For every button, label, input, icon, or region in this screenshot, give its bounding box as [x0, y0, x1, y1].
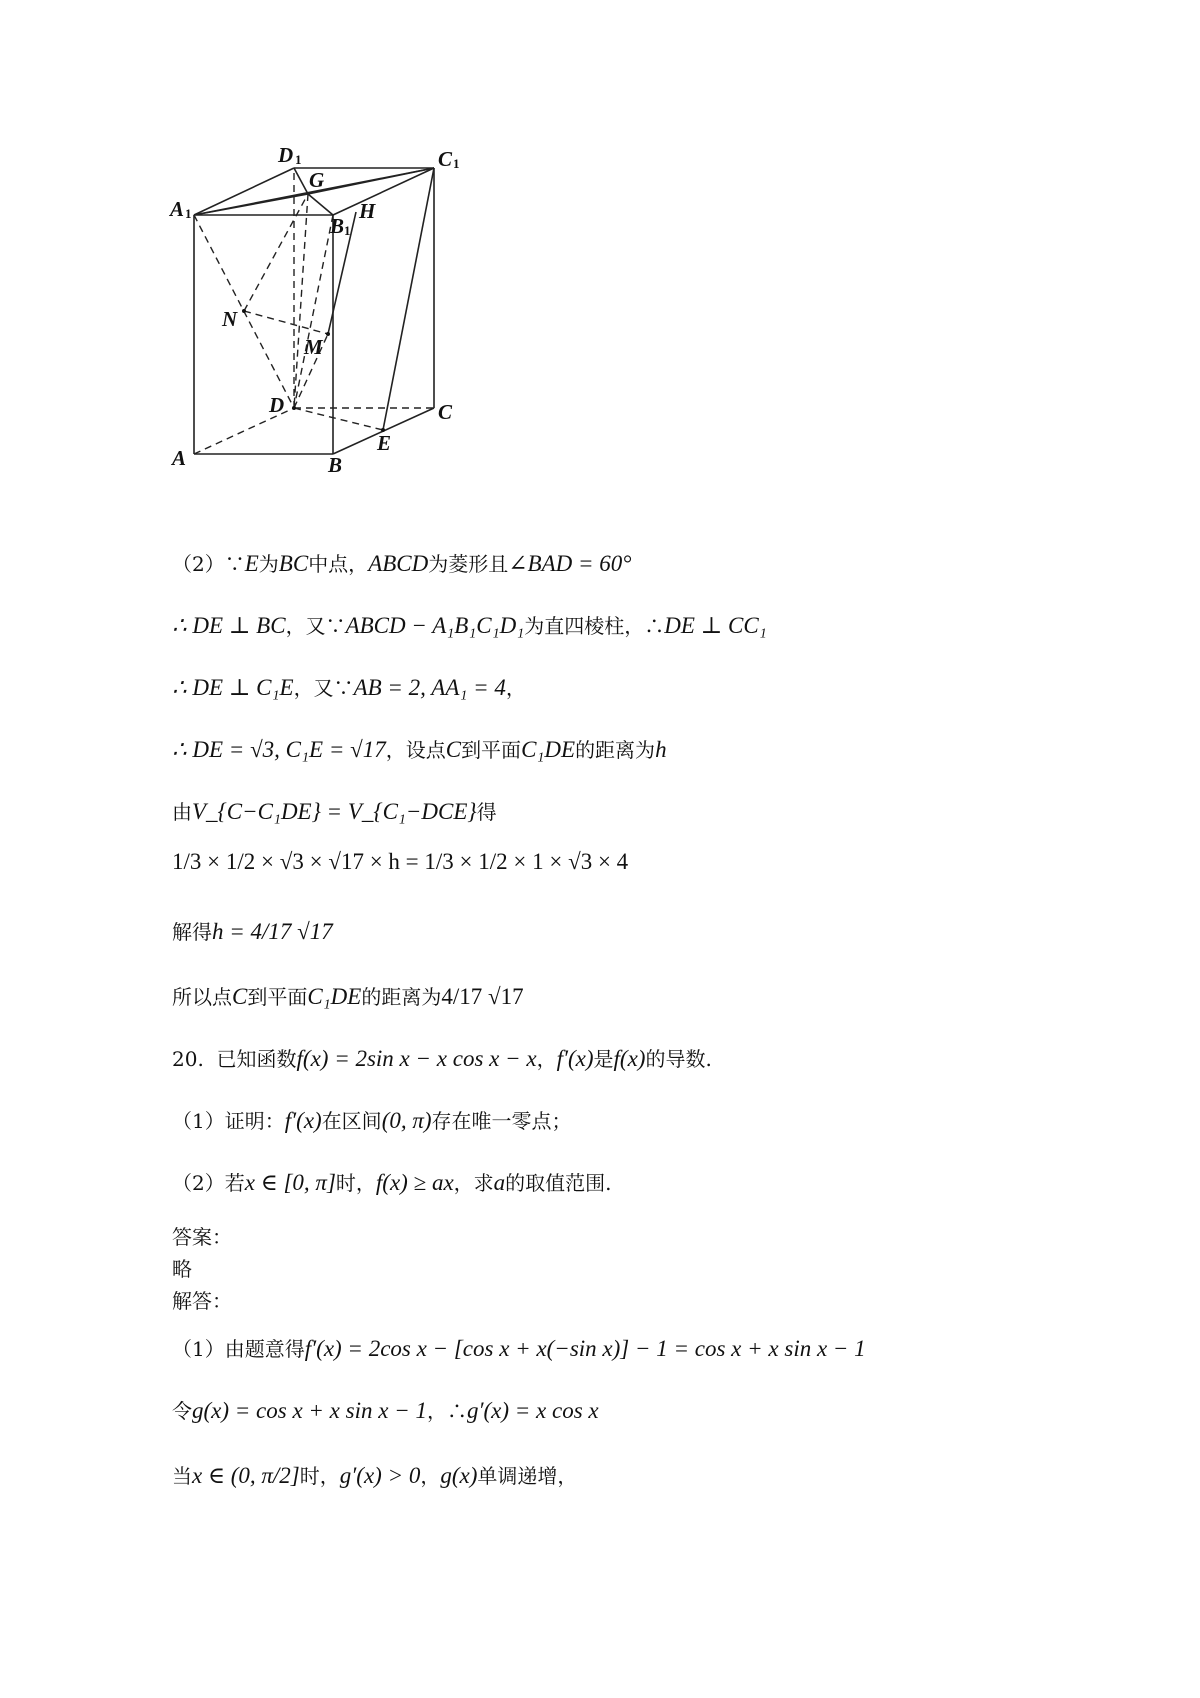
p20-text: 存在唯一零点； — [431, 1109, 572, 1133]
sol2-line1-prefix: （2）∵ — [172, 552, 245, 576]
sol2-line6 — [172, 848, 628, 876]
p20-sol-line1 — [172, 1335, 866, 1363]
p20-function: f(x) = 2sin x − x cos x − x — [296, 1046, 537, 1071]
p20-text: 已知函数 — [216, 1047, 297, 1071]
sol2-var-h: h — [655, 737, 667, 762]
label-C: C — [438, 400, 453, 424]
problem20-stem — [172, 1045, 712, 1073]
sol2-point-e: E — [244, 551, 259, 576]
p20-interval: x ∈ [0, π] — [244, 1170, 336, 1195]
sol2-text: 为 — [258, 552, 279, 576]
edge-G-C1 — [308, 168, 434, 194]
p20-text: 的导数. — [645, 1047, 712, 1071]
p20-text: ， — [536, 1047, 557, 1071]
label-B: B — [328, 453, 343, 477]
p20-var-a: a — [493, 1170, 506, 1195]
sol2-line1 — [172, 550, 631, 578]
p20-text: ， — [420, 1464, 441, 1488]
p20-text: 是 — [593, 1047, 614, 1071]
svg-text:1: 1 — [344, 223, 351, 238]
p20-interval: x ∈ (0, π/2] — [192, 1463, 300, 1488]
sol2-text: ，又∵ — [293, 676, 354, 700]
label-D1: D — [278, 143, 294, 167]
sol2-text: ，设点 — [385, 738, 446, 762]
sol2-line3 — [172, 674, 526, 702]
sol2-line2 — [172, 612, 767, 640]
edge-N-M — [244, 311, 328, 334]
p20-sol-line2 — [172, 1397, 599, 1425]
sol2-plane: C₁DE — [307, 984, 362, 1009]
p20-sol-line3 — [172, 1462, 577, 1490]
point-N-dot — [242, 309, 246, 313]
p20-text: ，∴ — [426, 1399, 467, 1423]
sol2-formula: ∴ DE = √3, C₁E = √17 — [172, 737, 386, 762]
p20-derivative: f′(x) — [284, 1108, 322, 1133]
point-M-dot — [326, 332, 330, 336]
edge-B1-C1 — [333, 168, 434, 215]
problem-number: 20. — [172, 1047, 204, 1071]
svg-text:1: 1 — [453, 156, 460, 171]
sol2-text: 中点， — [308, 552, 369, 576]
edge-A1-G — [194, 194, 308, 215]
p20-text: 时， — [335, 1171, 376, 1195]
sol2-line4 — [172, 736, 667, 764]
p20-text: 的取值范围. — [505, 1171, 612, 1195]
sol2-volume-calc: 1/3 × 1/2 × √3 × √17 × h = 1/3 × 1/2 × 1 × √3 × 4 — [172, 849, 629, 874]
sol2-abcd: ABCD — [368, 551, 429, 576]
edge-D-E — [294, 408, 383, 430]
edge-D1-G — [294, 168, 308, 194]
sol2-line7 — [172, 918, 333, 946]
sol2-text: 的距离为 — [361, 985, 442, 1009]
p20-text: （2）若 — [172, 1171, 245, 1195]
p20-text: 单调递增， — [477, 1464, 578, 1488]
sol2-formula: ABCD − A₁B₁C₁D₁ — [345, 613, 525, 638]
label-C1: C — [438, 147, 453, 171]
sol2-line8 — [172, 983, 524, 1011]
p20-text: 在区间 — [321, 1109, 382, 1133]
sol2-text: 由 — [172, 800, 192, 824]
sol2-h-value: h = 4/17 √17 — [212, 919, 333, 944]
label-D: D — [269, 393, 285, 417]
p20-text: 当 — [172, 1464, 192, 1488]
p20-interval: (0, π) — [381, 1108, 432, 1133]
p20-text: （1）证明： — [172, 1109, 285, 1133]
sol2-plane: C₁DE — [521, 737, 576, 762]
label-G: G — [309, 168, 325, 192]
sol2-angle: ∠BAD = 60° — [508, 551, 632, 576]
edge-B1-D — [294, 215, 333, 408]
sol2-text: 的距离为 — [575, 738, 656, 762]
label-A: A — [172, 446, 187, 470]
problem20-part1 — [172, 1107, 572, 1135]
sol2-text: 到平面 — [461, 738, 522, 762]
sol2-text: 为菱形且 — [428, 552, 509, 576]
sol2-formula: DE ⊥ CC₁ — [664, 613, 767, 638]
answer-label: 答案： — [172, 1225, 232, 1249]
sol2-text: 所以点 — [172, 985, 232, 1009]
label-A1: A — [170, 197, 185, 221]
explain-label: 解答： — [172, 1289, 232, 1313]
p20-text: 令 — [172, 1399, 192, 1423]
edge-C1-E — [383, 168, 434, 430]
p20-gx: g(x) — [440, 1463, 478, 1488]
p20-g-def: g(x) = cos x + x sin x − 1 — [192, 1398, 427, 1423]
label-E: E — [377, 431, 392, 455]
label-B1: B — [330, 214, 345, 238]
sol2-point-c: C — [445, 737, 462, 762]
prism-figure — [168, 140, 508, 510]
edge-A1-D1 — [194, 168, 294, 215]
edge-G-B1 — [308, 194, 333, 215]
sol2-volume-eq: V_{C−C₁DE} = V_{C₁−DCE} — [192, 799, 477, 824]
sol2-distance-value: 4/17 √17 — [441, 984, 524, 1009]
problem20-part2 — [172, 1169, 612, 1197]
edge-G-D — [294, 194, 308, 408]
sol2-text: ，又∵ — [285, 614, 346, 638]
p20-text: ，求 — [453, 1171, 494, 1195]
sol2-formula: ∴ DE ⊥ BC — [172, 613, 286, 638]
label-N: N — [222, 307, 238, 331]
p20-g-derivative-sign: g′(x) > 0 — [339, 1463, 421, 1488]
sol2-seg-bc: BC — [278, 551, 309, 576]
sol2-point-c: C — [232, 984, 248, 1009]
label-M: M — [304, 335, 323, 359]
p20-inequality: f(x) ≥ ax — [375, 1170, 454, 1195]
sol2-text: 解得 — [172, 920, 212, 944]
sol2-text: 到平面 — [247, 985, 308, 1009]
edge-N-G — [244, 194, 308, 311]
sol2-text: 为直四棱柱，∴ — [524, 614, 665, 638]
p20-derivative-expr: f′(x) = 2cos x − [cos x + x(−sin x)] − 1 = cos x + x sin x − 1 — [304, 1336, 866, 1361]
svg-text:1: 1 — [295, 152, 302, 167]
p20-derivative: f′(x) — [556, 1046, 594, 1071]
sol2-text: ， — [505, 676, 526, 700]
point-D-dot — [292, 406, 296, 410]
sol2-line5 — [172, 798, 497, 826]
svg-text:1: 1 — [185, 206, 192, 221]
sol2-formula: AB = 2, AA₁ = 4 — [353, 675, 506, 700]
p20-fx: f(x) — [613, 1046, 646, 1071]
label-H: H — [359, 199, 376, 223]
p20-g-derivative: g′(x) = x cos x — [466, 1398, 599, 1423]
sol2-text: 得 — [476, 800, 497, 824]
p20-text: （1）由题意得 — [172, 1337, 305, 1361]
p20-text: 时， — [299, 1464, 340, 1488]
answer-value: 略 — [172, 1257, 192, 1281]
sol2-formula: ∴ DE ⊥ C₁E — [172, 675, 294, 700]
